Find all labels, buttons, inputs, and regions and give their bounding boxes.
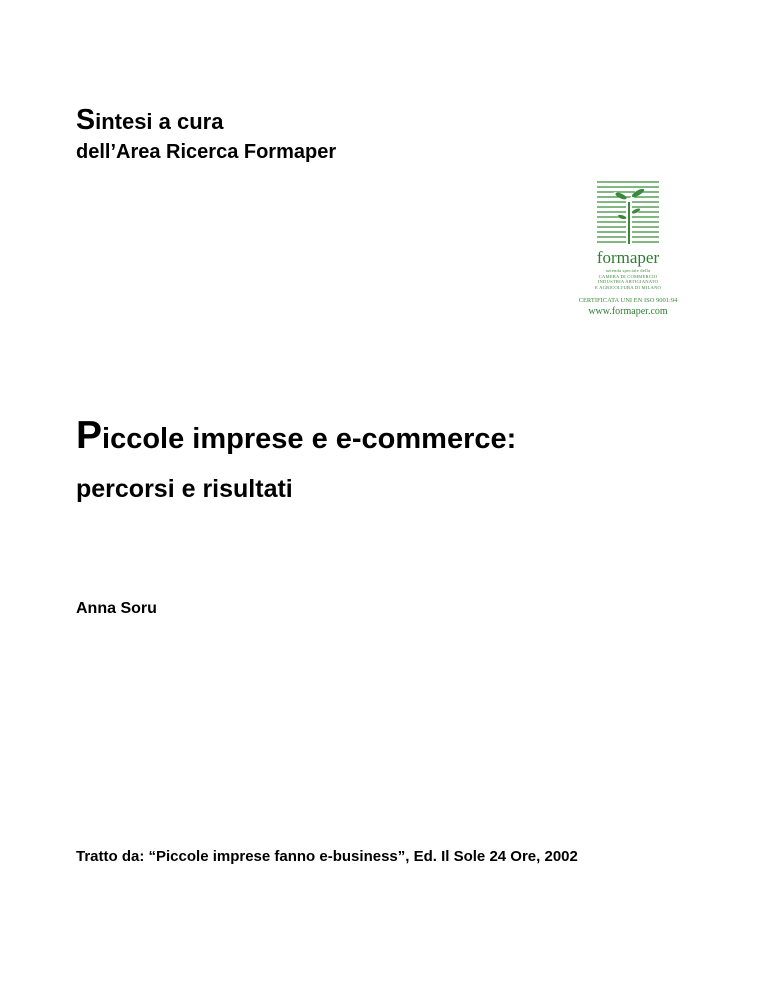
formaper-logo [560, 180, 696, 320]
title-initial: P [76, 414, 103, 457]
title-line-2: percorsi e risultati [76, 475, 293, 503]
logo-subtitle-line-3: INDUSTRIA ARTIGIANATO [597, 279, 659, 285]
logo-subtitle-line-2: CAMERA DI COMMERCIO [598, 273, 658, 279]
source-citation: Tratto da: “Piccole imprese fanno e-business”, Ed. Il Sole 24 Ore, 2002 [76, 848, 578, 865]
logo-subtitle-line-4: E AGRICOLTURA DI MILANO [594, 284, 662, 290]
logo-subtitle-line-1: azienda speciale della [605, 268, 651, 273]
header-line-1 [76, 104, 223, 137]
header-line-1-text: intesi a cura [95, 109, 224, 134]
title-line-1 [76, 414, 516, 458]
header-initial: S [76, 104, 96, 136]
logo-certification: CERTIFICATA UNI EN ISO 9001:94 [578, 297, 678, 305]
logo-name: formaper [596, 248, 660, 267]
logo-url: www.formaper.com [588, 306, 668, 318]
author-name: Anna Soru [76, 600, 157, 617]
formaper-emblem-icon [597, 180, 659, 246]
header-line-2: dell’Area Ricerca Formaper [76, 141, 337, 163]
title-line-1-text: iccole imprese e e-commerce: [102, 423, 517, 455]
